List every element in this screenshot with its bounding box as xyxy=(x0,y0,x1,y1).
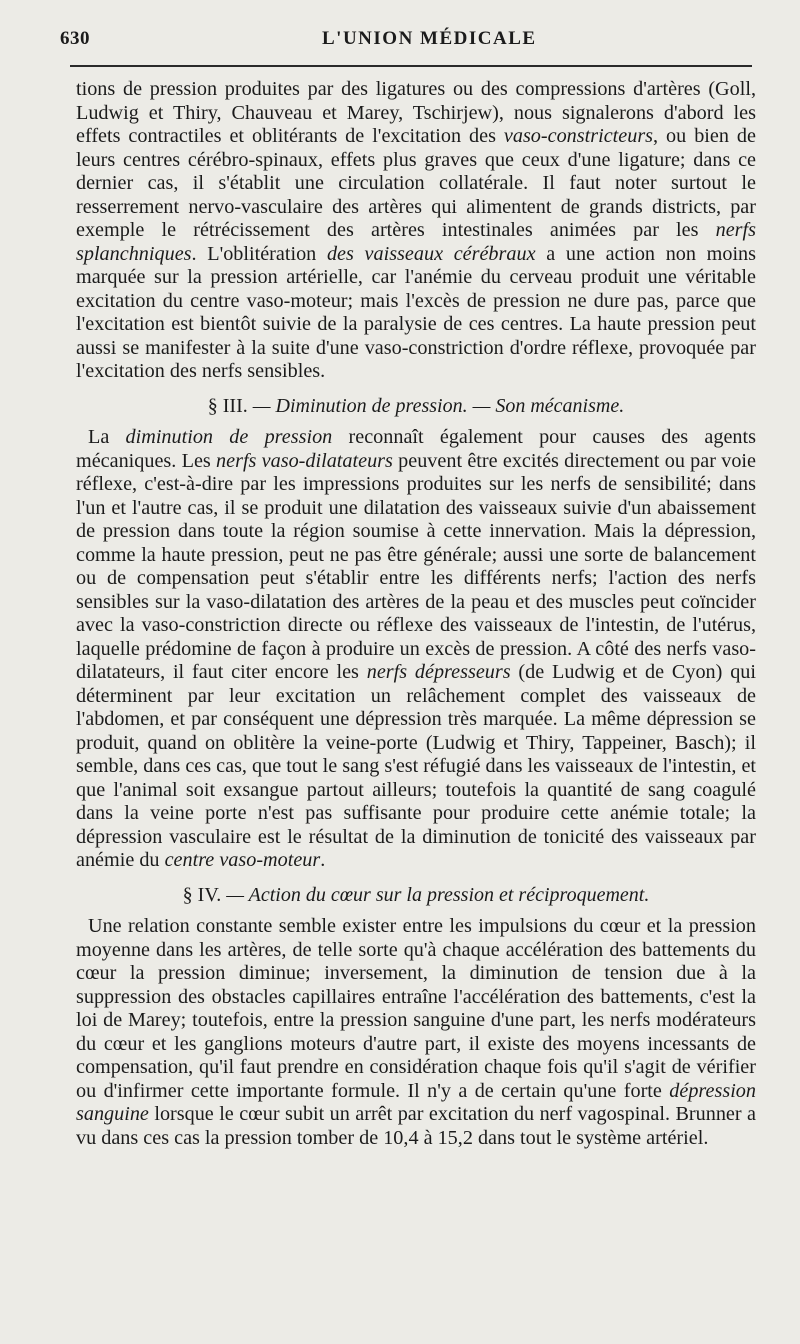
text-run: , ou bien de leurs centres cérébro-spinaux, effets plus graves que ceux d'une ligature; dans ce dernier cas, il s'établit une circulation collatérale. Il faut noter surtout le resserrement nervo-vasculaire des artères qui alimentent de grands districts, par exemple le rétrécissement des artères intestinales animées par les xyxy=(76,125,756,241)
paragraph-section-4 xyxy=(76,915,756,1150)
section-heading-3 xyxy=(76,395,756,419)
italic-term: centre vaso-moteur xyxy=(164,849,321,871)
running-title: L'UNION MÉDICALE xyxy=(322,28,537,49)
paragraph-section-3 xyxy=(76,426,756,873)
text-run: reconnaît également pour causes des agents mécaniques. Les xyxy=(76,426,756,472)
italic-term: des vaisseaux cérébraux xyxy=(326,242,536,265)
section-title: — Diminution de pression. — Son mécanisme. xyxy=(247,394,625,417)
text-run: tions de pression produites par des ligatures ou des compressions d'artères (Goll, Ludwig et Thiry, Chauveau et Marey, Tschirjew), nous signalerons d'abord les effets contractiles et oblitérants de l'excitation des xyxy=(76,78,756,147)
text-run: lorsque le cœur subit un arrêt par excitation du nerf vagospinal. Brunner a vu dans ces cas la pression tomber de 10,4 à 15,2 dans tout le système artériel. xyxy=(76,1103,756,1149)
text-run: . L'oblitération xyxy=(191,242,327,265)
page-number: 630 xyxy=(60,28,90,49)
section-title: — Action du cœur sur la pression et réciproquement. xyxy=(221,883,650,906)
italic-term: dépression sanguine xyxy=(76,1079,756,1125)
italic-term: vaso-constricteurs xyxy=(503,125,654,147)
paragraph-continuation xyxy=(76,78,756,384)
italic-term: nerfs vaso-dilatateurs xyxy=(216,449,393,472)
page-body xyxy=(76,78,756,1150)
header-rule xyxy=(70,65,752,67)
text-run: La xyxy=(88,426,126,448)
italic-term: diminution de pression xyxy=(125,426,333,448)
text-run: peuvent être excités directement ou par voie réflexe, c'est-à-dire par les impressions produites sur les nerfs de sensibilité; dans l'un et l'autre cas, il se produit une dilatation des vaisseaux suivie d'un abaissement de pression dans toute la région soumise à cette innervation. Mais la dépression, comme la haute pression, peut ne pas être générale; aussi une sorte de balancement ou de compensation peut s'établir entre les différents nerfs; l'action des nerfs sensibles sur la vaso-dilatation des artères de la peau et des muscles peut coïncider avec la vaso-constriction directe ou réflexe des vaisseaux de l'intestin, de l'utérus, laquelle prédomine de façon à produire un excès de pression. A côté des nerfs vaso-dilatateurs, il faut citer encore les xyxy=(76,449,756,683)
text-run: Une relation constante semble exister entre les impulsions du cœur et la pression moyenne dans les artères, de telle sorte qu'à chaque accélération des battements du cœur la pression diminue; inversement, la diminution de tension due à la suppression des obstacles capillaires entraîne l'accélération des battements, c'est la loi de Marey; toutefois, entre la pression sanguine d'une part, les nerfs modérateurs du cœur et les ganglions moteurs d'autre part, il existe des moyens incessants de compensation, qu'il faut prendre en considération chaque fois qu'il s'agit de vérifier ou d'infirmer cette importante formule. Il n'y a de certain qu'une forte xyxy=(76,915,756,1102)
italic-term: nerfs dépresseurs xyxy=(366,661,511,683)
text-run: (de Ludwig et de Cyon) qui déterminent par leur excitation un relâchement complet des vaisseaux de l'abdomen, et par conséquent une dépression très marquée. La même dépression se produit, quand on oblitère la veine-porte (Ludwig et Thiry, Tappeiner, Basch); il semble, dans ces cas, que tout le sang s'est réfugié dans les vaisseaux de l'intestin, et que l'animal soit exsangue partout ailleurs; toutefois la quantité de sang coagulé dans la veine porte n'est pas suffisante pour produire cette anémie totale; la dépression vasculaire est le résultat de la diminution de tonicité des vaisseaux par anémie du xyxy=(76,661,757,871)
text-run: . xyxy=(320,849,326,871)
section-number: § III. xyxy=(207,394,248,417)
italic-term: nerfs splanchniques xyxy=(76,219,756,265)
running-header xyxy=(60,24,760,58)
section-number: § IV. xyxy=(182,883,222,906)
section-heading-4 xyxy=(76,884,756,908)
text-run: a une action non moins marquée sur la pression artérielle, car l'anémie du cerveau produit une véritable excitation du centre vaso-moteur; mais l'excès de pression ne dure pas, parce que l'excitation est bientôt suivie de la paralysie de ces centres. La haute pression peut aussi se manifester à la suite d'une vaso-constriction d'ordre réflexe, provoquée par l'excitation des nerfs sensibles. xyxy=(76,242,757,382)
